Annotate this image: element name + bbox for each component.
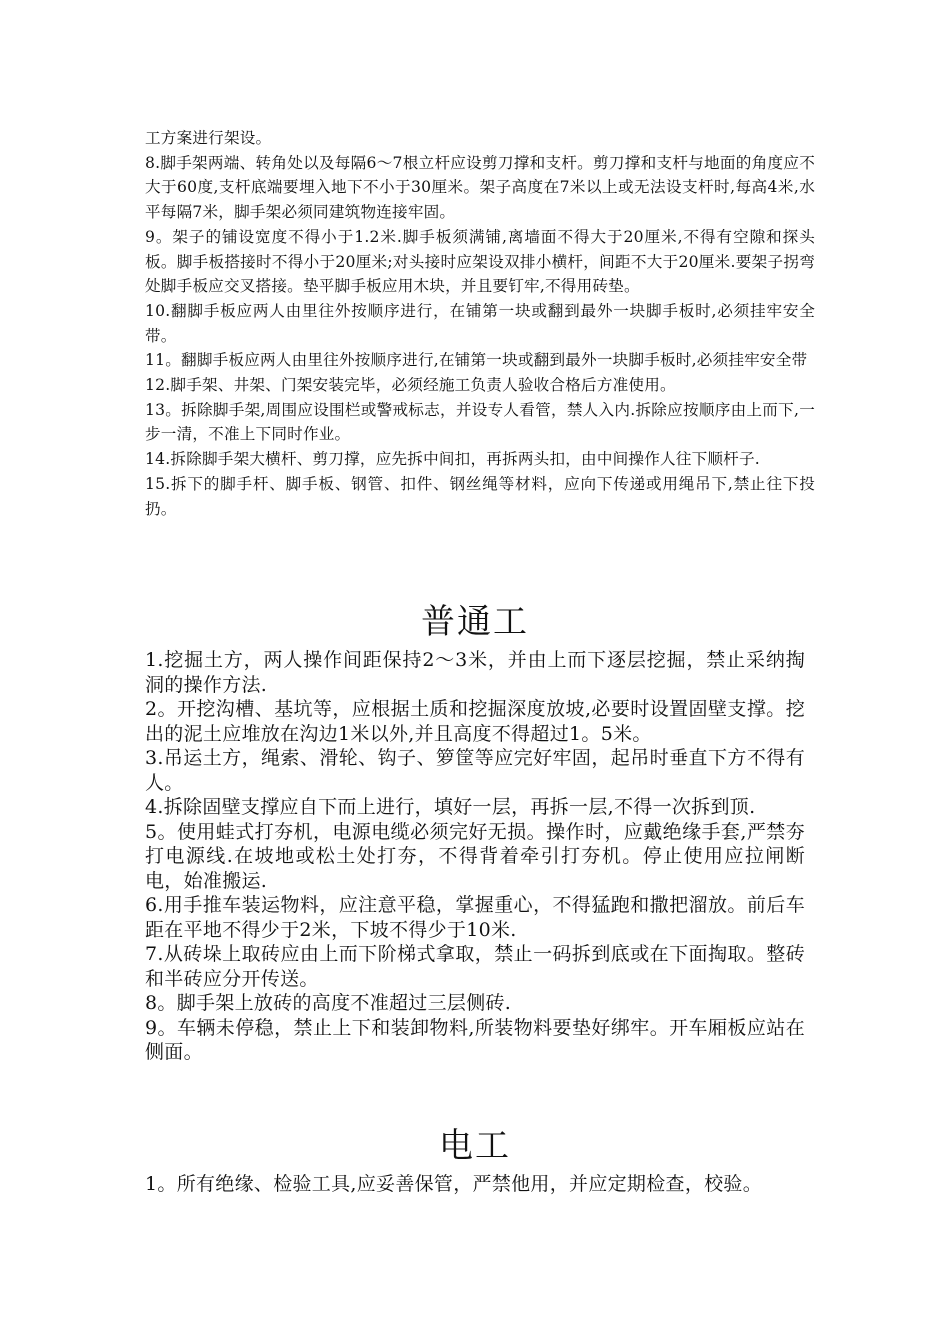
rule-paragraph: 1。所有绝缘、检验工具,应妥善保管，严禁他用，并应定期检查，校验。 bbox=[145, 1173, 763, 1195]
general-worker-section bbox=[145, 648, 805, 1065]
rule-paragraph: 7.从砖垛上取砖应由上而下阶梯式拿取，禁止一码拆到底或在下面掏取。整砖和半砖应分开传送。 bbox=[145, 943, 805, 990]
rule-paragraph: 13。拆除脚手架,周围应设围栏或警戒标志，并设专人看管，禁人入内.拆除应按顺序由上而下,一步一清，不准上下同时作业。 bbox=[145, 400, 815, 444]
general-worker-heading: 普通工 bbox=[421, 602, 529, 642]
electrician-heading: 电工 bbox=[439, 1126, 511, 1166]
rule-paragraph: 5。使用蛙式打夯机，电源电缆必须完好无损。操作时，应戴绝缘手套,严禁夯打电源线.在坡地或松土处打夯，不得背着牵引打夯机。停止使用应拉闸断电，始准搬运. bbox=[145, 820, 805, 892]
rule-paragraph: 9。架子的铺设宽度不得小于1.2米.脚手板须满铺,离墙面不得大于20厘米,不得有空隙和探头板。脚手板搭接时不得小于20厘米;对头接时应架设双排小横杆，间距不大于20厘米.要架子拐弯处脚手板应交叉搭接。垫平脚手板应用木块，并且要钉牢,不得用砖垫。 bbox=[145, 227, 815, 296]
rule-paragraph: 6.用手推车装运物料，应注意平稳，掌握重心，不得猛跑和撒把溜放。前后车距在平地不得少于2米，下坡不得少于10米. bbox=[145, 894, 805, 941]
rule-paragraph: 8.脚手架两端、转角处以及每隔6～7根立杆应设剪刀撑和支杆。剪刀撑和支杆与地面的角度应不大于60度,支杆底端要埋入地下不小于30厘米。架子高度在7米以上或无法设支杆时,每高4米,水平每隔7米，脚手架必须同建筑物连接牢固。 bbox=[145, 153, 815, 222]
rule-paragraph: 2。开挖沟槽、基坑等，应根据土质和挖掘深度放坡,必要时设置固壁支撑。挖出的泥土应堆放在沟边1米以外,并且高度不得超过1。5米。 bbox=[145, 698, 805, 745]
rule-paragraph: 4.拆除固壁支撑应自下而上进行，填好一层，再拆一层,不得一次拆到顶. bbox=[145, 796, 756, 818]
rule-paragraph: 10.翻脚手板应两人由里往外按顺序进行，在铺第一块或翻到最外一块脚手板时,必须挂牢安全带。 bbox=[145, 301, 815, 345]
rule-paragraph: 1.挖掘土方，两人操作间距保持2～3米，并由上而下逐层挖掘，禁止采纳掏洞的操作方法. bbox=[145, 649, 805, 696]
rule-paragraph: 15.拆下的脚手杆、脚手板、钢管、扣件、钢丝绳等材料，应向下传递或用绳吊下,禁止往下投扔。 bbox=[145, 474, 815, 518]
electrician-section bbox=[145, 1172, 805, 1197]
rule-paragraph: 14.拆除脚手架大横杆、剪刀撑，应先拆中间扣，再拆两头扣，由中间操作人往下顺杆子. bbox=[145, 450, 760, 469]
scaffold-rules-section bbox=[145, 126, 815, 521]
rule-paragraph: 工方案进行架设。 bbox=[145, 129, 272, 147]
rule-paragraph: 3.吊运土方，绳索、滑轮、钩子、箩筐等应完好牢固，起吊时垂直下方不得有人。 bbox=[145, 747, 805, 794]
rule-paragraph: 12.脚手架、井架、门架安装完毕，必须经施工负责人验收合格后方准使用。 bbox=[145, 376, 676, 395]
rule-paragraph: 11。翻脚手板应两人由里往外按顺序进行,在铺第一块或翻到最外一块脚手板时,必须挂牢安全带 bbox=[145, 351, 808, 370]
rule-paragraph: 9。车辆未停稳，禁止上下和装卸物料,所装物料要垫好绑牢。开车厢板应站在侧面。 bbox=[145, 1016, 805, 1063]
rule-paragraph: 8。脚手架上放砖的高度不准超过三层侧砖. bbox=[145, 992, 512, 1014]
